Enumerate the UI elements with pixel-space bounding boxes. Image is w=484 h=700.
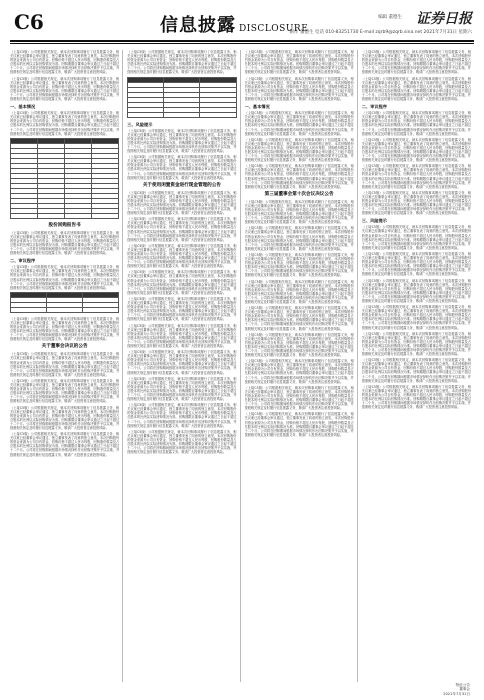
footer-line: 特此公告 <box>455 682 470 687</box>
column-3 <box>245 50 358 682</box>
paragraph: （上接C5版）公司根据相关规定，就本次回购事项履行了信息披露义务，相关议案已经董事会审议通过，独立董事发表了同意的独立意见。本次回购股份的资金来源为公司自有资金，回购价格不超过人民币每股，回购股份数量及占总股本的比例以实际回购情况为准。回购期限自董事会审议通过之日起不超过十二个月。公司将在回购期间根据市场情况择机作出回购决策并予以实施，并按照相关规定及时履行信息披露义务，敬请广大投资者注意投资风险。 <box>127 296 237 322</box>
section-title <box>160 11 308 37</box>
footer-line: 董事会 <box>459 687 470 692</box>
article-title: 股份回购报告书 <box>48 222 81 228</box>
paragraph: （上接C5版）公司根据相关规定，就本次回购事项履行了信息披露义务，相关议案已经董事会审议通过，独立董事发表了同意的独立意见。本次回购股份的资金来源为公司自有资金，回购价格不超过人民币每股，回购股份数量及占总股本的比例以实际回购情况为准。回购期限自董事会审议通过之日起不超过十二个月。公司将在回购期间根据市场情况择机作出回购决策并予以实施，并按照相关规定及时履行信息披露义务，敬请广大投资者注意投资风险。 <box>244 332 354 358</box>
paragraph: （上接C5版）公司根据相关规定，就本次回购事项履行了信息披露义务，相关议案已经董事会审议通过，独立董事发表了同意的独立意见。本次回购股份的资金来源为公司自有资金，回购价格不超过人民币每股，回购股份数量及占总股本的比例以实际回购情况为准。回购期限自董事会审议通过之日起不超过十二个月。公司将在回购期间根据市场情况择机作出回购决策并予以实施，并按照相关规定及时履行信息披露义务，敬请广大投资者注意投资风险。 <box>127 50 237 75</box>
paragraph: （上接C5版）公司根据相关规定，就本次回购事项履行了信息披露义务，相关议案已经董事会审议通过，独立董事发表了同意的独立意见。本次回购股份的资金来源为公司自有资金，回购价格不超过人民币每股，回购股份数量及占总股本的比例以实际回购情况为准。回购期限自董事会审议通过之日起不超过十二个月。公司将在回购期间根据市场情况择机作出回购决策并予以实施，并按照相关规定及时履行信息披露义务，敬请广大投资者注意投资风险。 <box>244 137 354 163</box>
subheading: 二、审议程序 <box>361 104 387 110</box>
paragraph: （上接C5版）公司根据相关规定，就本次回购事项履行了信息披露义务，相关议案已经董事会审议通过，独立董事发表了同意的独立意见。本次回购股份的资金来源为公司自有资金，回购价格不超过人民币每股，回购股份数量及占总股本的比例以实际回购情况为准。回购期限自董事会审议通过之日起不超过十二个月。公司将在回购期间根据市场情况择机作出回购决策并予以实施，并按照相关规定及时履行信息披露义务，敬请广大投资者注意投资风险。 <box>10 265 120 290</box>
paragraph: （上接C5版）公司根据相关规定，就本次回购事项履行了信息披露义务，相关议案已经董事会审议通过，独立董事发表了同意的独立意见。本次回购股份的资金来源为公司自有资金，回购价格不超过人民币每股，回购股份数量及占总股本的比例以实际回购情况为准。回购期限自董事会审议通过之日起不超过十二个月。公司将在回购期间根据市场情况择机作出回购决策并予以实施，并按照相关规定及时履行信息披露义务，敬请广大投资者注意投资风险。 <box>10 316 120 342</box>
column-2 <box>127 50 240 682</box>
paragraph: （上接C5版）公司根据相关规定，就本次回购事项履行了信息披露义务，相关议案已经董事会审议通过，独立董事发表了同意的独立意见。本次回购股份的资金来源为公司自有资金，回购价格不超过人民币每股，回购股份数量及占总股本的比例以实际回购情况为准。回购期限自董事会审议通过之日起不超过十二个月。公司将在回购期间根据市场情况择机作出回购决策并予以实施，并按照相关规定及时履行信息披露义务，敬请广大投资者注意投资风险。 <box>244 359 354 384</box>
contact-date-line: 制作 董德生 电话 010-83251730 E-mail zqrb9@zqrb.sina.net 2021年7月31日 星期六 <box>289 30 472 35</box>
paragraph: （上接C5版）公司根据相关规定，就本次回购事项履行了信息披露义务，相关议案已经董事会审议通过，独立董事发表了同意的独立意见。本次回购股份的资金来源为公司自有资金，回购价格不超过人民币每股，回购股份数量及占总股本的比例以实际回购情况为准。回购期限自董事会审议通过之日起不超过十二个月。公司将在回购期间根据市场情况择机作出回购决策并予以实施，并按照相关规定及时履行信息披露义务，敬请广大投资者注意投资风险。 <box>244 412 354 437</box>
paragraph: （上接C5版）公司根据相关规定，就本次回购事项履行了信息披露义务，相关议案已经董事会审议通过，独立董事发表了同意的独立意见。本次回购股份的资金来源为公司自有资金，回购价格不超过人民币每股，回购股份数量及占总股本的比例以实际回购情况为准。回购期限自董事会审议通过之日起不超过十二个月。公司将在回购期间根据市场情况择机作出回购决策并予以实施，并按照相关规定及时履行信息披露义务，敬请广大投资者注意投资风险。 <box>244 226 354 251</box>
paragraph: （上接C5版）公司根据相关规定，就本次回购事项履行了信息披露义务，相关议案已经董事会审议通过，独立董事发表了同意的独立意见。本次回购股份的资金来源为公司自有资金，回购价格不超过人民币每股，回购股份数量及占总股本的比例以实际回购情况为准。回购期限自董事会审议通过之日起不超过十二个月。公司将在回购期间根据市场情况择机作出回购决策并予以实施，并按照相关规定及时履行信息披露义务，敬请广大投资者注意投资风险。 <box>127 376 237 402</box>
footer-date: 2021年7月31日 <box>443 691 470 696</box>
header-rule-thick <box>10 40 474 42</box>
paragraph: （上接C5版）公司根据相关规定，就本次回购事项履行了信息披露义务，相关议案已经董事会审议通过，独立董事发表了同意的独立意见。本次回购股份的资金来源为公司自有资金，回购价格不超过人民币每股，回购股份数量及占总股本的比例以实际回购情况为准。回购期限自董事会审议通过之日起不超过十二个月。公司将在回购期间根据市场情况择机作出回购决策并予以实施，并按照相关规定及时履行信息披露义务，敬请广大投资者注意投资风险。 <box>244 111 354 136</box>
paragraph: （上接C5版）公司根据相关规定，就本次回购事项履行了信息披露义务，相关议案已经董事会审议通过，独立董事发表了同意的独立意见。本次回购股份的资金来源为公司自有资金，回购价格不超过人民币每股，回购股份数量及占总股本的比例以实际回购情况为准。回购期限自董事会审议通过之日起不超过十二个月。公司将在回购期间根据市场情况择机作出回购决策并予以实施，并按照相关规定及时履行信息披露义务，敬请广大投资者注意投资风险。 <box>361 331 471 357</box>
paragraph: （上接C5版）公司根据相关规定，就本次回购事项履行了信息披露义务，相关议案已经董事会审议通过，独立董事发表了同意的独立意见。本次回购股份的资金来源为公司自有资金，回购价格不超过人民币每股，回购股份数量及占总股本的比例以实际回购情况为准。回购期限自董事会审议通过之日起不超过十二个月。公司将在回购期间根据市场情况择机作出回购决策并予以实施，并按照相关规定及时履行信息披露义务，敬请广大投资者注意投资风险。 <box>10 378 120 404</box>
data-table <box>10 292 119 313</box>
article-title: 关于董事会决议的公告 <box>41 344 88 350</box>
paragraph: （上接C5版）公司根据相关规定，就本次回购事项履行了信息披露义务，相关议案已经董事会审议通过，独立董事发表了同意的独立意见。本次回购股份的资金来源为公司自有资金，回购价格不超过人民币每股，回购股份数量及占总股本的比例以实际回购情况为准。回购期限自董事会审议通过之日起不超过十二个月。公司将在回购期间根据市场情况择机作出回购决策并予以实施，并按照相关规定及时履行信息披露义务，敬请广大投资者注意投资风险。 <box>10 111 120 136</box>
page-code: C6 <box>14 10 44 34</box>
paragraph: （上接C5版）公司根据相关规定，就本次回购事项履行了信息披露义务，相关议案已经董事会审议通过，独立董事发表了同意的独立意见。本次回购股份的资金来源为公司自有资金，回购价格不超过人民币每股，回购股份数量及占总股本的比例以实际回购情况为准。回购期限自董事会审议通过之日起不超过十二个月。公司将在回购期间根据市场情况择机作出回购决策并予以实施，并按照相关规定及时履行信息披露义务，敬请广大投资者注意投资风险。 <box>127 270 237 295</box>
column-1 <box>10 50 123 682</box>
paragraph: （上接C5版）公司根据相关规定，就本次回购事项履行了信息披露义务，相关议案已经董事会审议通过，独立董事发表了同意的独立意见。本次回购股份的资金来源为公司自有资金，回购价格不超过人民币每股，回购股份数量及占总股本的比例以实际回购情况为准。回购期限自董事会审议通过之日起不超过十二个月。公司将在回购期间根据市场情况择机作出回购决策并予以实施，并按照相关规定及时履行信息披露义务，敬请广大投资者注意投资风险。 <box>361 358 471 383</box>
paragraph: （上接C5版）公司根据相关规定，就本次回购事项履行了信息披露义务，相关议案已经董事会审议通过，独立董事发表了同意的独立意见。本次回购股份的资金来源为公司自有资金，回购价格不超过人民币每股，回购股份数量及占总股本的比例以实际回购情况为准。回购期限自董事会审议通过之日起不超过十二个月。公司将在回购期间根据市场情况择机作出回购决策并予以实施，并按照相关规定及时履行信息披露义务，敬请广大投资者注意投资风险。 <box>244 306 354 331</box>
paragraph: （上接C5版）公司根据相关规定，就本次回购事项履行了信息披露义务，相关议案已经董事会审议通过，独立董事发表了同意的独立意见。本次回购股份的资金来源为公司自有资金，回购价格不超过人民币每股，回购股份数量及占总股本的比例以实际回购情况为准。回购期限自董事会审议通过之日起不超过十二个月。公司将在回购期间根据市场情况择机作出回购决策并予以实施，并按照相关规定及时履行信息披露义务，敬请广大投资者注意投资风险。 <box>244 385 354 411</box>
paragraph: （上接C5版）公司根据相关规定，就本次回购事项履行了信息披露义务，相关议案已经董事会审议通过，独立董事发表了同意的独立意见。本次回购股份的资金来源为公司自有资金，回购价格不超过人民币每股，回购股份数量及占总股本的比例以实际回购情况为准。回购期限自董事会审议通过之日起不超过十二个月。公司将在回购期间根据市场情况择机作出回购决策并予以实施，并按照相关规定及时履行信息披露义务，敬请广大投资者注意投资风险。 <box>127 190 237 216</box>
paragraph: （上接C5版）公司根据相关规定，就本次回购事项履行了信息披露义务，相关议案已经董事会审议通过，独立董事发表了同意的独立意见。本次回购股份的资金来源为公司自有资金，回购价格不超过人民币每股，回购股份数量及占总股本的比例以实际回购情况为准。回购期限自董事会审议通过之日起不超过十二个月。公司将在回购期间根据市场情况择机作出回购决策并予以实施，并按照相关规定及时履行信息披露义务，敬请广大投资者注意投资风险。 <box>361 384 471 410</box>
paragraph: （上接C5版）公司根据相关规定，就本次回购事项履行了信息披露义务，相关议案已经董事会审议通过，独立董事发表了同意的独立意见。本次回购股份的资金来源为公司自有资金，回购价格不超过人民币每股，回购股份数量及占总股本的比例以实际回购情况为准。回购期限自董事会审议通过之日起不超过十二个月。公司将在回购期间根据市场情况择机作出回购决策并予以实施，并按照相关规定及时履行信息披露义务，敬请广大投资者注意投资风险。 <box>244 50 354 75</box>
article-title: 关于使用闲置资金进行现金管理的公告 <box>142 182 221 188</box>
paragraph: （上接C5版）公司根据相关规定，就本次回购事项履行了信息披露义务，相关议案已经董事会审议通过，独立董事发表了同意的独立意见。本次回购股份的资金来源为公司自有资金，回购价格不超过人民币每股，回购股份数量及占总股本的比例以实际回购情况为准。回购期限自董事会审议通过之日起不超过十二个月。公司将在回购期间根据市场情况择机作出回购决策并予以实施，并按照相关规定及时履行信息披露义务，敬请广大投资者注意投资风险。 <box>361 111 471 136</box>
data-table <box>10 138 119 219</box>
header-rule-thin <box>10 43 474 44</box>
paragraph: （上接C5版）公司根据相关规定，就本次回购事项履行了信息披露义务，相关议案已经董事会审议通过，独立董事发表了同意的独立意见。本次回购股份的资金来源为公司自有资金，回购价格不超过人民币每股，回购股份数量及占总股本的比例以实际回购情况为准。回购期限自董事会审议通过之日起不超过十二个月。公司将在回购期间根据市场情况择机作出回购决策并予以实施，并按照相关规定及时履行信息披露义务，敬请广大投资者注意投资风险。 <box>127 155 237 180</box>
paragraph: （上接C5版）公司根据相关规定，就本次回购事项履行了信息披露义务，相关议案已经董事会审议通过，独立董事发表了同意的独立意见。本次回购股份的资金来源为公司自有资金，回购价格不超过人民币每股，回购股份数量及占总股本的比例以实际回购情况为准。回购期限自董事会审议通过之日起不超过十二个月。公司将在回购期间根据市场情况择机作出回购决策并予以实施，并按照相关规定及时履行信息披露义务，敬请广大投资者注意投资风险。 <box>10 352 120 377</box>
section-title-en: DISCLOSURE <box>239 24 309 34</box>
paragraph: （上接C5版）公司根据相关规定，就本次回购事项履行了信息披露义务，相关议案已经董事会审议通过，独立董事发表了同意的独立意见。本次回购股份的资金来源为公司自有资金，回购价格不超过人民币每股，回购股份数量及占总股本的比例以实际回购情况为准。回购期限自董事会审议通过之日起不超过十二个月。公司将在回购期间根据市场情况择机作出回购决策并予以实施，并按照相关规定及时履行信息披露义务，敬请广大投资者注意投资风险。 <box>361 225 471 250</box>
paragraph: （上接C5版）公司根据相关规定，就本次回购事项履行了信息披露义务，相关议案已经董事会审议通过，独立董事发表了同意的独立意见。本次回购股份的资金来源为公司自有资金，回购价格不超过人民币每股，回购股份数量及占总股本的比例以实际回购情况为准。回购期限自董事会审议通过之日起不超过十二个月。公司将在回购期间根据市场情况择机作出回购决策并予以实施，并按照相关规定及时履行信息披露义务，敬请广大投资者注意投资风险。 <box>127 128 237 154</box>
paragraph: （上接C5版）公司根据相关规定，就本次回购事项履行了信息披露义务，相关议案已经董事会审议通过，独立董事发表了同意的独立意见。本次回购股份的资金来源为公司自有资金，回购价格不超过人民币每股，回购股份数量及占总股本的比例以实际回购情况为准。回购期限自董事会审议通过之日起不超过十二个月。公司将在回购期间根据市场情况择机作出回购决策并予以实施，并按照相关规定及时履行信息披露义务，敬请广大投资者注意投资风险。 <box>361 164 471 189</box>
article-columns <box>10 50 474 682</box>
paragraph: （上接C5版）公司根据相关规定，就本次回购事项履行了信息披露义务，相关议案已经董事会审议通过，独立董事发表了同意的独立意见。本次回购股份的资金来源为公司自有资金，回购价格不超过人民币每股，回购股份数量及占总股本的比例以实际回购情况为准。回购期限自董事会审议通过之日起不超过十二个月。公司将在回购期间根据市场情况择机作出回购决策并予以实施，并按照相关规定及时履行信息披露义务，敬请广大投资者注意投资风险。 <box>361 190 471 216</box>
paragraph: （上接C5版）公司根据相关规定，就本次回购事项履行了信息披露义务，相关议案已经董事会审议通过，独立董事发表了同意的独立意见。本次回购股份的资金来源为公司自有资金，回购价格不超过人民币每股，回购股份数量及占总股本的比例以实际回购情况为准。回购期限自董事会审议通过之日起不超过十二个月。公司将在回购期间根据市场情况择机作出回购决策并予以实施，并按照相关规定及时履行信息披露义务，敬请广大投资者注意投资风险。 <box>244 164 354 189</box>
paragraph: （上接C5版）公司根据相关规定，就本次回购事项履行了信息披露义务，相关议案已经董事会审议通过，独立董事发表了同意的独立意见。本次回购股份的资金来源为公司自有资金，回购价格不超过人民币每股，回购股份数量及占总股本的比例以实际回购情况为准。回购期限自董事会审议通过之日起不超过十二个月。公司将在回购期间根据市场情况择机作出回购决策并予以实施，并按照相关规定及时履行信息披露义务，敬请广大投资者注意投资风险。 <box>244 279 354 304</box>
page-header <box>10 8 474 38</box>
article-title: 第三届董事会第十次会议决议公告 <box>264 191 334 197</box>
paragraph: （上接C5版）公司根据相关规定，就本次回购事项履行了信息披露义务，相关议案已经董事会审议通过，独立董事发表了同意的独立意见。本次回购股份的资金来源为公司自有资金，回购价格不超过人民币每股，回购股份数量及占总股本的比例以实际回购情况为准。回购期限自董事会审议通过之日起不超过十二个月。公司将在回购期间根据市场情况择机作出回购决策并予以实施，并按照相关规定及时履行信息披露义务，敬请广大投资者注意投资风险。 <box>10 432 120 457</box>
paragraph: （上接C5版）公司根据相关规定，就本次回购事项履行了信息披露义务，相关议案已经董事会审议通过，独立董事发表了同意的独立意见。本次回购股份的资金来源为公司自有资金，回购价格不超过人民币每股，回购股份数量及占总股本的比例以实际回购情况为准。回购期限自董事会审议通过之日起不超过十二个月。公司将在回购期间根据市场情况择机作出回购决策并予以实施，并按照相关规定及时履行信息披露义务，敬请广大投资者注意投资风险。 <box>127 350 237 375</box>
paragraph: （上接C5版）公司根据相关规定，就本次回购事项履行了信息披露义务，相关议案已经董事会审议通过，独立董事发表了同意的独立意见。本次回购股份的资金来源为公司自有资金，回购价格不超过人民币每股，回购股份数量及占总股本的比例以实际回购情况为准。回购期限自董事会审议通过之日起不超过十二个月。公司将在回购期间根据市场情况择机作出回购决策并予以实施，并按照相关规定及时履行信息披露义务，敬请广大投资者注意投资风险。 <box>244 199 354 225</box>
paragraph: （上接C5版）公司根据相关规定，就本次回购事项履行了信息披露义务，相关议案已经董事会审议通过，独立董事发表了同意的独立意见。本次回购股份的资金来源为公司自有资金，回购价格不超过人民币每股，回购股份数量及占总股本的比例以实际回购情况为准。回购期限自董事会审议通过之日起不超过十二个月。公司将在回购期间根据市场情况择机作出回购决策并予以实施，并按照相关规定及时履行信息披露义务，敬请广大投资者注意投资风险。 <box>361 76 471 102</box>
subheading: 一、基本情况 <box>244 104 270 110</box>
paragraph: （上接C5版）公司根据相关规定，就本次回购事项履行了信息披露义务，相关议案已经董事会审议通过，独立董事发表了同意的独立意见。本次回购股份的资金来源为公司自有资金，回购价格不超过人民币每股，回购股份数量及占总股本的比例以实际回购情况为准。回购期限自董事会审议通过之日起不超过十二个月。公司将在回购期间根据市场情况择机作出回购决策并予以实施，并按照相关规定及时履行信息披露义务，敬请广大投资者注意投资风险。 <box>244 76 354 102</box>
subheading: 三、风险提示 <box>127 121 153 127</box>
paragraph: （上接C5版）公司根据相关规定，就本次回购事项履行了信息披露义务，相关议案已经董事会审议通过，独立董事发表了同意的独立意见。本次回购股份的资金来源为公司自有资金，回购价格不超过人民币每股，回购股份数量及占总股本的比例以实际回购情况为准。回购期限自董事会审议通过之日起不超过十二个月。公司将在回购期间根据市场情况择机作出回购决策并予以实施，并按照相关规定及时履行信息披露义务，敬请广大投资者注意投资风险。 <box>10 405 120 430</box>
paragraph: （上接C5版）公司根据相关规定，就本次回购事项履行了信息披露义务，相关议案已经董事会审议通过，独立董事发表了同意的独立意见。本次回购股份的资金来源为公司自有资金，回购价格不超过人民币每股，回购股份数量及占总股本的比例以实际回购情况为准。回购期限自董事会审议通过之日起不超过十二个月。公司将在回购期间根据市场情况择机作出回购决策并予以实施，并按照相关规定及时履行信息披露义务，敬请广大投资者注意投资风险。 <box>127 403 237 428</box>
paragraph: （上接C5版）公司根据相关规定，就本次回购事项履行了信息披露义务，相关议案已经董事会审议通过，独立董事发表了同意的独立意见。本次回购股份的资金来源为公司自有资金，回购价格不超过人民币每股，回购股份数量及占总股本的比例以实际回购情况为准。回购期限自董事会审议通过之日起不超过十二个月。公司将在回购期间根据市场情况择机作出回购决策并予以实施，并按照相关规定及时履行信息披露义务，敬请广大投资者注意投资风险。 <box>361 278 471 303</box>
paragraph: （上接C5版）公司根据相关规定，就本次回购事项履行了信息披露义务，相关议案已经董事会审议通过，独立董事发表了同意的独立意见。本次回购股份的资金来源为公司自有资金，回购价格不超过人民币每股，回购股份数量及占总股本的比例以实际回购情况为准。回购期限自董事会审议通过之日起不超过十二个月。公司将在回购期间根据市场情况择机作出回购决策并予以实施，并按照相关规定及时履行信息披露义务，敬请广大投资者注意投资风险。 <box>10 76 120 102</box>
subheading: 二、审议程序 <box>10 258 36 264</box>
subheading: 三、风险提示 <box>361 218 387 224</box>
column-4 <box>362 50 474 682</box>
paragraph: （上接C5版）公司根据相关规定，就本次回购事项履行了信息披露义务，相关议案已经董事会审议通过，独立董事发表了同意的独立意见。本次回购股份的资金来源为公司自有资金，回购价格不超过人民币每股，回购股份数量及占总股本的比例以实际回购情况为准。回购期限自董事会审议通过之日起不超过十二个月。公司将在回购期间根据市场情况择机作出回购决策并予以实施，并按照相关规定及时履行信息披露义务，敬请广大投资者注意投资风险。 <box>244 252 354 278</box>
paragraph: （上接C5版）公司根据相关规定，就本次回购事项履行了信息披露义务，相关议案已经董事会审议通过，独立董事发表了同意的独立意见。本次回购股份的资金来源为公司自有资金，回购价格不超过人民币每股，回购股份数量及占总股本的比例以实际回购情况为准。回购期限自董事会审议通过之日起不超过十二个月。公司将在回购期间根据市场情况择机作出回购决策并予以实施，并按照相关规定及时履行信息披露义务，敬请广大投资者注意投资风险。 <box>361 50 471 75</box>
section-title-cn: 信息披露 <box>160 15 236 36</box>
paragraph: （上接C5版）公司根据相关规定，就本次回购事项履行了信息披露义务，相关议案已经董事会审议通过，独立董事发表了同意的独立意见。本次回购股份的资金来源为公司自有资金，回购价格不超过人民币每股，回购股份数量及占总股本的比例以实际回购情况为准。回购期限自董事会审议通过之日起不超过十二个月。公司将在回购期间根据市场情况择机作出回购决策并予以实施，并按照相关规定及时履行信息披露义务，敬请广大投资者注意投资风险。 <box>10 50 120 75</box>
paragraph: （上接C5版）公司根据相关规定，就本次回购事项履行了信息披露义务，相关议案已经董事会审议通过，独立董事发表了同意的独立意见。本次回购股份的资金来源为公司自有资金，回购价格不超过人民币每股，回购股份数量及占总股本的比例以实际回购情况为准。回购期限自董事会审议通过之日起不超过十二个月。公司将在回购期间根据市场情况择机作出回购决策并予以实施，并按照相关规定及时履行信息披露义务，敬请广大投资者注意投资风险。 <box>10 230 120 256</box>
paragraph: （上接C5版）公司根据相关规定，就本次回购事项履行了信息披露义务，相关议案已经董事会审议通过，独立董事发表了同意的独立意见。本次回购股份的资金来源为公司自有资金，回购价格不超过人民币每股，回购股份数量及占总股本的比例以实际回购情况为准。回购期限自董事会审议通过之日起不超过十二个月。公司将在回购期间根据市场情况择机作出回购决策并予以实施，并按照相关规定及时履行信息披露义务，敬请广大投资者注意投资风险。 <box>127 243 237 269</box>
paragraph: （上接C5版）公司根据相关规定，就本次回购事项履行了信息披露义务，相关议案已经董事会审议通过，独立董事发表了同意的独立意见。本次回购股份的资金来源为公司自有资金，回购价格不超过人民币每股，回购股份数量及占总股本的比例以实际回购情况为准。回购期限自董事会审议通过之日起不超过十二个月。公司将在回购期间根据市场情况择机作出回购决策并予以实施，并按照相关规定及时履行信息披露义务，敬请广大投资者注意投资风险。 <box>127 429 237 455</box>
data-table <box>127 77 236 118</box>
announcement-signature <box>443 683 470 696</box>
paragraph: （上接C5版）公司根据相关规定，就本次回购事项履行了信息披露义务，相关议案已经董事会审议通过，独立董事发表了同意的独立意见。本次回购股份的资金来源为公司自有资金，回购价格不超过人民币每股，回购股份数量及占总股本的比例以实际回购情况为准。回购期限自董事会审议通过之日起不超过十二个月。公司将在回购期间根据市场情况择机作出回购决策并予以实施，并按照相关规定及时履行信息披露义务，敬请广大投资者注意投资风险。 <box>127 323 237 348</box>
editor-credit: 编辑 董德生 <box>378 15 402 20</box>
paragraph: （上接C5版）公司根据相关规定，就本次回购事项履行了信息披露义务，相关议案已经董事会审议通过，独立董事发表了同意的独立意见。本次回购股份的资金来源为公司自有资金，回购价格不超过人民币每股，回购股份数量及占总股本的比例以实际回购情况为准。回购期限自董事会审议通过之日起不超过十二个月。公司将在回购期间根据市场情况择机作出回购决策并予以实施，并按照相关规定及时履行信息披露义务，敬请广大投资者注意投资风险。 <box>361 305 471 330</box>
newspaper-masthead: 证券日报 <box>416 11 472 27</box>
subheading: 一、基本情况 <box>10 104 36 110</box>
paragraph: （上接C5版）公司根据相关规定，就本次回购事项履行了信息披露义务，相关议案已经董事会审议通过，独立董事发表了同意的独立意见。本次回购股份的资金来源为公司自有资金，回购价格不超过人民币每股，回购股份数量及占总股本的比例以实际回购情况为准。回购期限自董事会审议通过之日起不超过十二个月。公司将在回购期间根据市场情况择机作出回购决策并予以实施，并按照相关规定及时履行信息披露义务，敬请广大投资者注意投资风险。 <box>361 251 471 277</box>
paragraph: （上接C5版）公司根据相关规定，就本次回购事项履行了信息披露义务，相关议案已经董事会审议通过，独立董事发表了同意的独立意见。本次回购股份的资金来源为公司自有资金，回购价格不超过人民币每股，回购股份数量及占总股本的比例以实际回购情况为准。回购期限自董事会审议通过之日起不超过十二个月。公司将在回购期间根据市场情况择机作出回购决策并予以实施，并按照相关规定及时履行信息披露义务，敬请广大投资者注意投资风险。 <box>127 217 237 242</box>
paragraph: （上接C5版）公司根据相关规定，就本次回购事项履行了信息披露义务，相关议案已经董事会审议通过，独立董事发表了同意的独立意见。本次回购股份的资金来源为公司自有资金，回购价格不超过人民币每股，回购股份数量及占总股本的比例以实际回购情况为准。回购期限自董事会审议通过之日起不超过十二个月。公司将在回购期间根据市场情况择机作出回购决策并予以实施，并按照相关规定及时履行信息披露义务，敬请广大投资者注意投资风险。 <box>361 137 471 163</box>
